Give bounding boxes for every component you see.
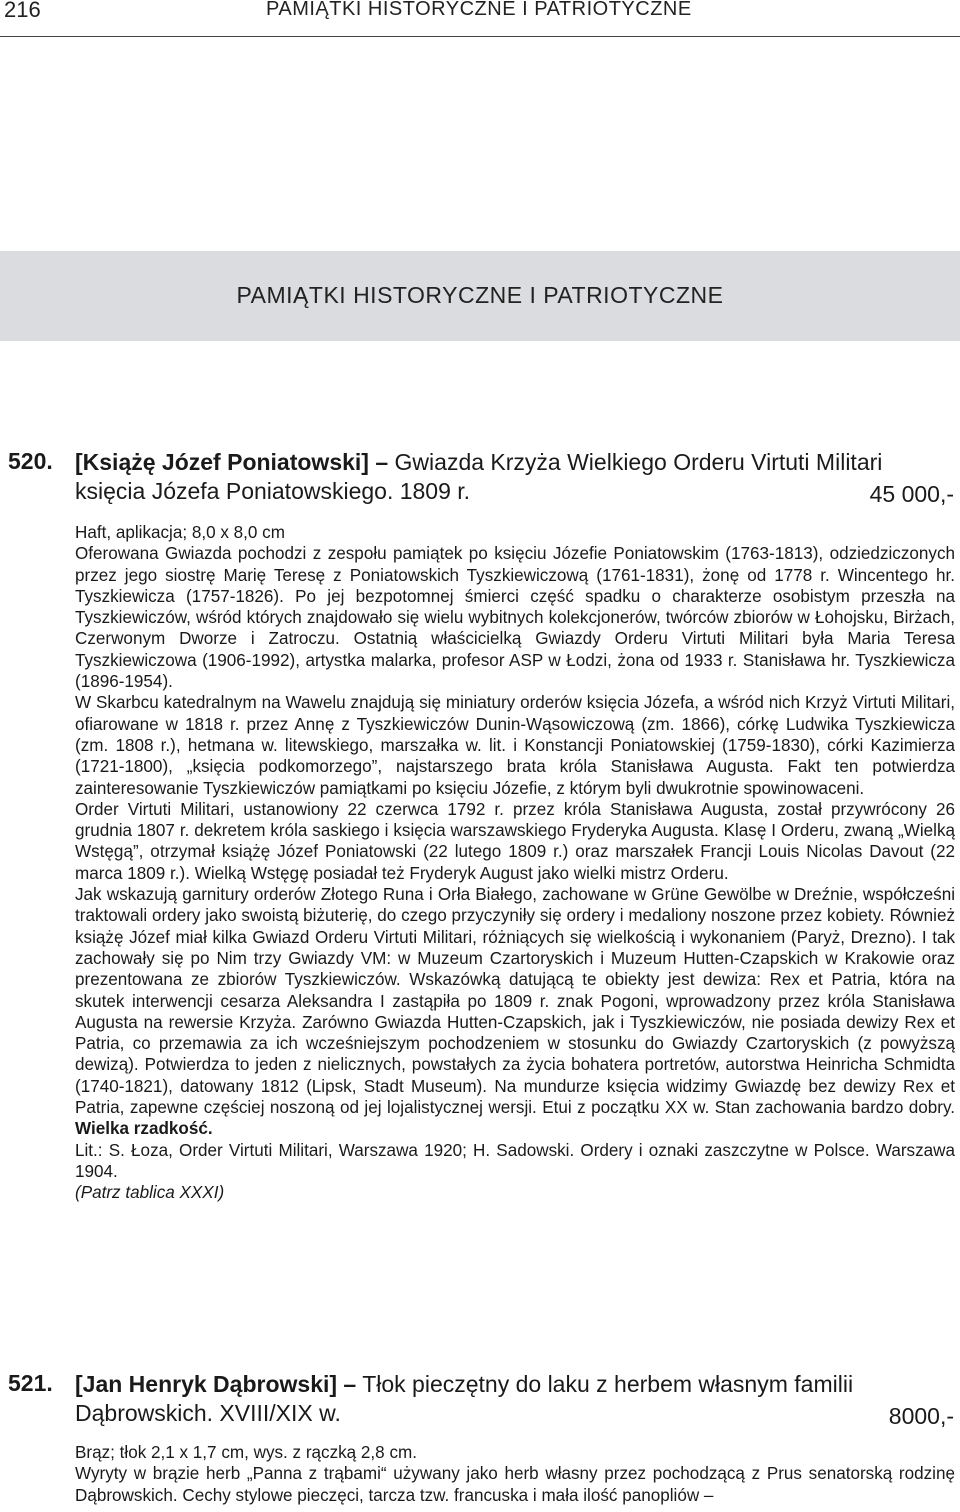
lot-paragraph: W Skarbcu katedralnym na Wawelu znajdują się miniatury orderów księcia Józefa, a wśród nich Krzyż Virtuti Militari, ofiarowane w 1818 r. przez Annę z Tyszkiewiczów Dunin-Wąsowiczową (zm. 1866), córkę Ludwika Tyszkiewicza (zm. 1808 r.), hetmana w. litewskiego, marszałka w. lit. i Konstancji Poniatowskiej (1759-1830), córki Kazimierza (1721-1800), „księcia podkomorzego”, najstarszego brata króla Stanisława Augusta. Fakt ten potwierdza zainteresowanie Tyszkiewiczów pamiątkami po księciu Józefie, z którym byli dwukrotnie spowinowaceni.	[75, 693, 955, 798]
lot-title: Tłok pieczętny do laku z herbem własnym familii	[362, 1371, 854, 1397]
lot-price: 45 000,-	[869, 481, 954, 507]
lot-heading	[75, 1370, 955, 1428]
lot-materials: Haft, aplikacja; 8,0 x 8,0 cm	[75, 523, 285, 542]
lot-materials: Brąz; tłok 2,1 x 1,7 cm, wys. z rączką 2,8 cm.	[75, 1443, 417, 1462]
lot-title: Gwiazda Krzyża Wielkiego Orderu Virtuti Militari	[394, 449, 883, 475]
header-rule	[0, 36, 960, 37]
running-title: PAMIĄTKI HISTORYCZNE I PATRIOTYCZNE	[266, 0, 692, 20]
lot-title-line-2: księcia Józefa Poniatowskiego. 1809 r.	[75, 478, 471, 504]
lot-title-line-1	[75, 1370, 955, 1399]
lot-subject: [Jan Henryk Dąbrowski]	[75, 1371, 338, 1397]
lot-title-line-1	[75, 448, 955, 477]
lot-dash: –	[343, 1371, 357, 1397]
lot-paragraph-final	[75, 884, 955, 1140]
lot-paragraph: Jak wskazują garnitury orderów Złotego Runa i Orła Białego, zachowane w Grüne Gewölbe w Dreźnie, współcześni traktowali ordery jako swoistą biżuterię, do czego przyczyniły się ordery i medaliony noszone przez kobiety. Również książę Józef miał kilka Gwiazd Orderu Virtuti Militari, różniących się wielkością i wykonaniem (Paryż, Drezno). I tak zachowały się po Nim trzy Gwiazdy VM: w Muzeum Czartoryskich i Muzeum Hutten-Czapskich w Krakowie oraz prezentowana ze zbiorów Tyszkiewiczów. Wskazówką datującą te obiekty jest dewiza: Rex et Patria, która na skutek interwencji cesarza Aleksandra I zastąpiła po 1809 r. znak Pogoni, wprowadzony przez króla Stanisława Augusta na rewersie Krzyża. Zarówno Gwiazda Hutten-Czapskich, jak i Tyszkiewiczów, nie posiada dewizy Rex et Patria, co przemawia za ich wcześniejszym pochodzeniem w stosunku do Gwiazdy Czartoryskich (z powyższą dewizą). Potwierdza to jeden z nielicznych, powstałych za życia bohatera portretów, autorstwa Heinricha Schmidta (1740-1821), datowany 1812 (Lipsk, Stadt Museum). Na mundurze księcia widzimy Gwiazdę bez dewizy Rex et Patria, zapewne częściej noszoną od jej lojalistycznej wersji. Etui z początku XX w. Stan zachowania bardzo dobry.	[75, 885, 955, 1118]
lot-plate-reference: (Patrz tablica XXXI)	[75, 1183, 225, 1203]
lot-paragraph: Order Virtuti Militari, ustanowiony 22 czerwca 1792 r. przez króla Stanisława Augusta, został przywrócony 26 grudnia 1807 r. dekretem króla saskiego i księcia warszawskiego Fryderyka Augusta. Klasę I Orderu, zwaną „Wielką Wstęgą”, otrzymał książę Józef Poniatowski (22 lutego 1809 r.) oraz marszałek Francji Louis Nicolas Davout (22 marca 1809 r.). Wielką Wstęgę posiadał też Fryderyk August jako wielki mistrz Orderu.	[75, 799, 955, 883]
lot-price: 8000,-	[888, 1403, 954, 1429]
lot-paragraph: Wyryty w brązie herb „Panna z trąbami“ używany jako herb własny przez pochodzącą z Prus senatorską rodzinę Dąbrowskich. Cechy stylowe pieczęci, tarcza tzw. francuska i mała ilość panopliów –	[75, 1464, 955, 1505]
page-number: 216	[4, 0, 41, 22]
lot-description	[75, 522, 955, 1204]
lot-rarity: Wielka rzadkość.	[75, 1119, 213, 1139]
lot-heading	[75, 448, 955, 506]
lot-literature: Lit.: S. Łoza, Order Virtuti Militari, Warszawa 1920; H. Sadowski. Ordery i oznaki zaszczytne w Polsce. Warszawa 1904.	[75, 1140, 955, 1181]
section-title: PAMIĄTKI HISTORYCZNE I PATRIOTYCZNE	[236, 282, 724, 308]
lot-paragraph: Oferowana Gwiazda pochodzi z zespołu pamiątek po księciu Józefie Poniatowskim (1763-1813), odziedziczonych przez jego siostrę Marię Teresę z Poniatowskich Tyszkiewiczową (1761-1831), żonę od 1778 r. Wincentego hr. Tyszkiewicza (1757-1826). Po jej bezpotomnej śmierci część spadku o charakterze osobistym przeszła na Tyszkiewiczów, wśród których znajdowało się wielu wybitnych kolekcjonerów, twórców zbiorów w Łohojsku, Birżach, Czerwonym Dworze i Zatroczu. Ostatnią właścicielką Gwiazdy Orderu Virtuti Militari była Maria Teresa Tyszkiewiczowa (1906-1992), artystka malarka, profesor ASP w Łodzi, żona od 1933 r. Stanisława hr. Tyszkiewicza (1896-1954).	[75, 544, 955, 692]
lot-dash: –	[375, 449, 389, 475]
running-header	[0, 0, 960, 40]
lot-subject: [Książę Józef Poniatowski]	[75, 449, 369, 475]
lot-number: 520.	[8, 448, 53, 474]
lot-description	[75, 1442, 955, 1506]
lot-number: 521.	[8, 1370, 53, 1396]
lot-title-line-2: Dąbrowskich. XVIII/XIX w.	[75, 1400, 341, 1426]
